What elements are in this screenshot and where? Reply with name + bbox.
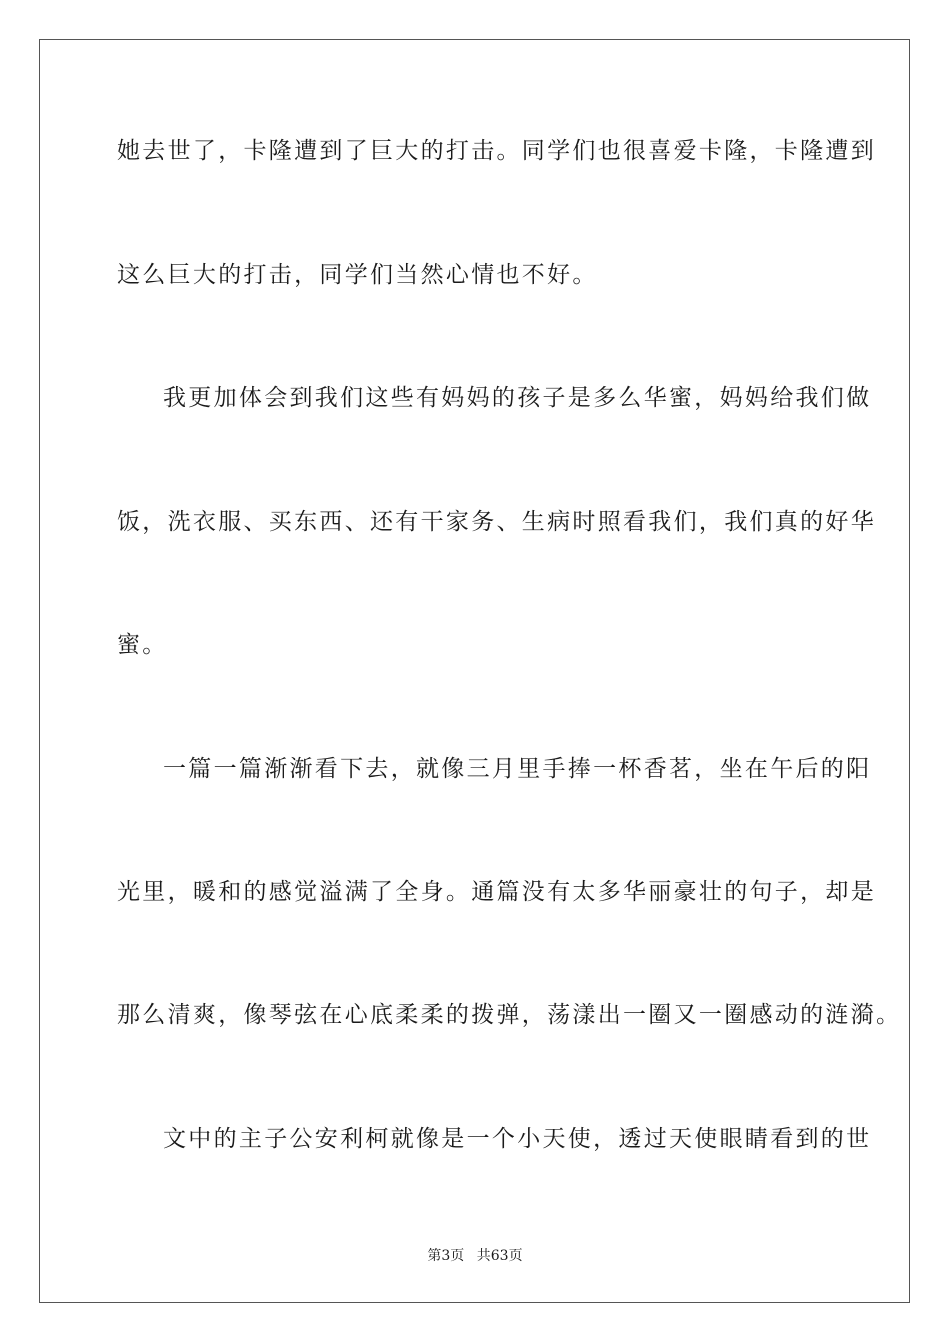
text-line-7: 光里，暖和的感觉溢满了全身。通篇没有太多华丽豪壮的句子，却是 (117, 879, 876, 905)
page-total: 共63页 (476, 1248, 523, 1264)
text-line-1: 她去世了，卡隆遭到了巨大的打击。同学们也很喜爱卡隆，卡隆遭到 (117, 138, 876, 164)
page-number (0, 1247, 950, 1265)
text-line-9: 文中的主子公安利柯就像是一个小天使，透过天使眼睛看到的世 (163, 1126, 872, 1152)
text-line-6: 一篇一篇渐渐看下去，就像三月里手捧一杯香茗，坐在午后的阳 (163, 756, 872, 782)
text-line-8: 那么清爽，像琴弦在心底柔柔的拨弹，荡漾出一圈又一圈感动的涟漪。 (117, 1002, 902, 1028)
page-current: 第3页 (427, 1248, 465, 1264)
page-frame (39, 39, 910, 1303)
text-line-3: 我更加体会到我们这些有妈妈的孩子是多么华蜜，妈妈给我们做 (163, 385, 872, 411)
text-line-5: 蜜。 (117, 632, 168, 658)
text-line-2: 这么巨大的打击，同学们当然心情也不好。 (117, 262, 598, 288)
text-line-4: 饭，洗衣服、买东西、还有干家务、生病时照看我们，我们真的好华 (117, 509, 876, 535)
